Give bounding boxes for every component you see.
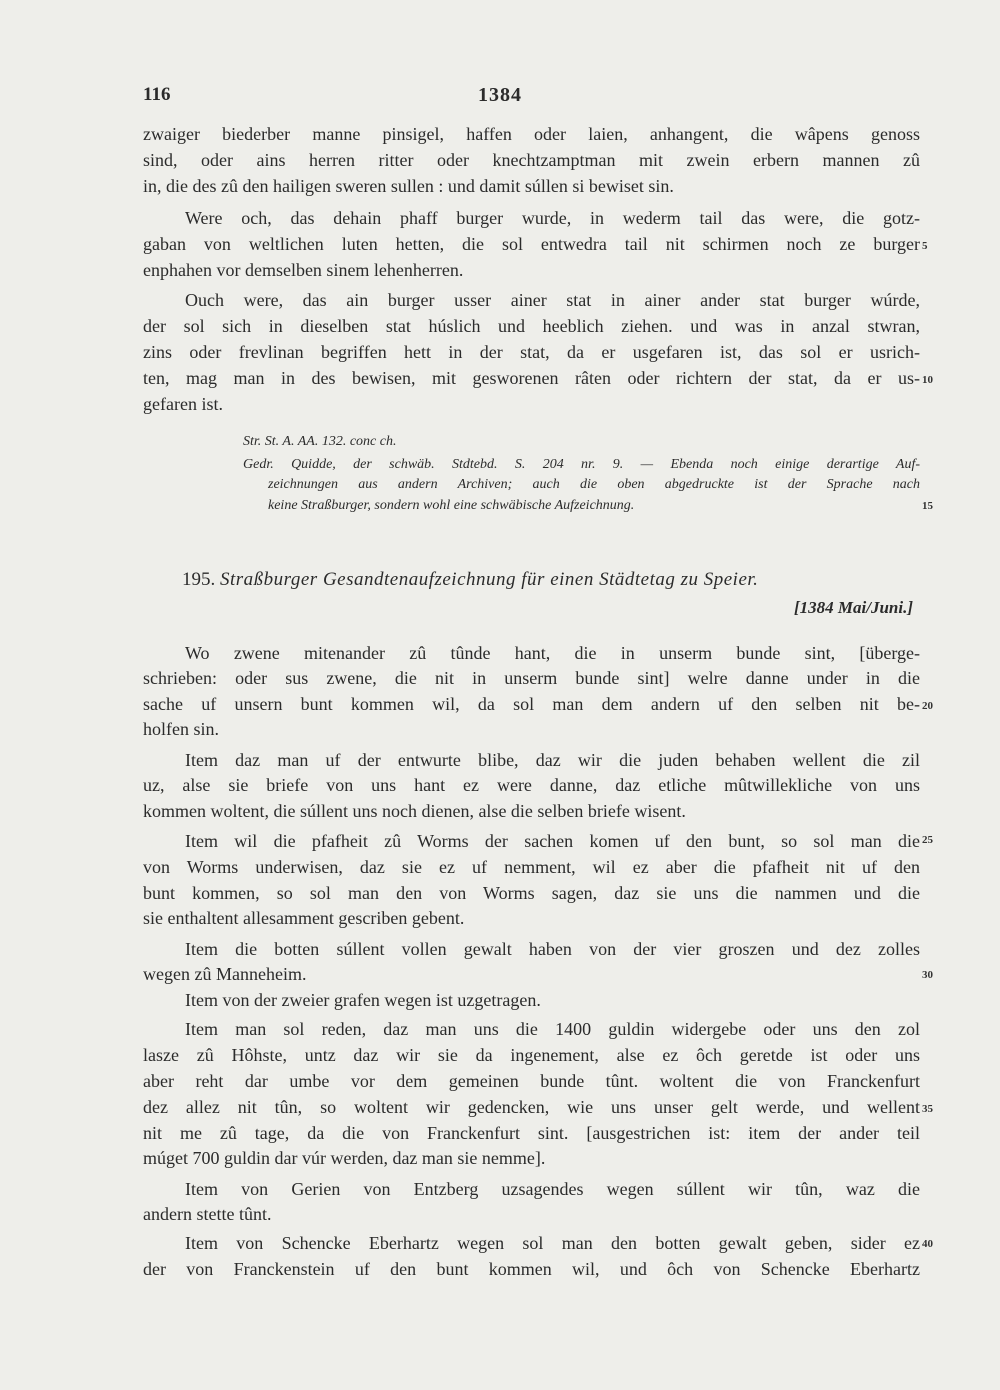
text-line: uz, alse sie briefe von uns hant ez were danne, daz etliche mûtwillekliche von uns	[143, 775, 920, 795]
text-line: wegen zû Manneheim.	[143, 964, 307, 984]
text-line: Item von Schencke Eberhartz wegen sol man den botten gewalt geben, sider ez	[185, 1233, 920, 1253]
text-line: in, die des zû den hailigen sweren sullen : und damit súllen si bewiset sin.	[143, 176, 674, 196]
source-note: keine Straßburger, sondern wohl eine schwäbische Aufzeichnung.	[268, 498, 635, 513]
text-line: múget 700 guldin dar vúr werden, daz man sie nemme].	[143, 1148, 546, 1168]
margin-line-number: 35	[922, 1103, 933, 1115]
margin-line-number: 40	[922, 1238, 933, 1250]
text-line: andern stette tûnt.	[143, 1204, 272, 1224]
text-line: von Worms underwisen, daz sie ez uf nemment, wil ez aber die pfafheit nit uf den	[143, 857, 920, 877]
text-line: nit me zû tage, da die von Franckenfurt sint. [ausgestrichen ist: item der ander teil	[143, 1123, 920, 1143]
text-line: Item wil die pfafheit zû Worms der sachen komen uf den bunt, so sol man die	[185, 831, 920, 851]
section-number: 195.	[182, 569, 216, 590]
text-line: sind, oder ains herren ritter oder knechtzamptman mit zwein erbern mannen zû	[143, 150, 920, 170]
text-line: gaban von weltlichen luten hetten, die sol entwedra tail nit schirmen noch ze burger	[143, 234, 920, 254]
page-number: 116	[143, 84, 171, 105]
text-line: sache uf unsern bunt kommen wil, da sol man dem andern uf den selben nit be-	[143, 694, 920, 714]
text-line: gefaren ist.	[143, 394, 223, 414]
text-line: bunt kommen, so sol man den von Worms sagen, daz sie uns die nammen und die	[143, 883, 920, 903]
text-line: Item die botten súllent vollen gewalt haben von der vier groszen und dez zolles	[185, 939, 920, 959]
text-line: dez allez nit tûn, so woltent wir gedencken, wie uns unser gelt werde, und wellent	[143, 1097, 920, 1117]
text-line: Item daz man uf der entwurte blibe, daz wir die juden behaben wellent die zil	[185, 750, 920, 770]
text-line: holfen sin.	[143, 719, 219, 739]
text-line: Item man sol reden, daz man uns die 1400 guldin widergebe oder uns den zol	[185, 1019, 920, 1039]
margin-line-number: 30	[922, 969, 933, 981]
text-line: Ouch were, das ain burger usser ainer stat in ainer ander stat burger wúrde,	[185, 290, 920, 310]
section-heading	[182, 569, 758, 591]
text-line: ten, mag man in des bewisen, mit gesworenen râten oder richtern der stat, da er us-	[143, 368, 920, 388]
margin-line-number: 25	[922, 834, 933, 846]
text-line: zwaiger biederber manne pinsigel, haffen oder laien, anhangent, die wâpens genoss	[143, 124, 920, 144]
text-line: sie enthaltent allesamment gescriben gebent.	[143, 908, 465, 928]
source-note: zeichnungen aus andern Archiven; auch die oben abgedruckte ist der Sprache nach	[268, 477, 920, 492]
source-note: Str. St. A. AA. 132. conc ch.	[243, 434, 397, 449]
margin-line-number: 5	[922, 240, 928, 252]
page-year: 1384	[478, 84, 522, 106]
text-line: der von Franckenstein uf den bunt kommen wil, und ôch von Schencke Eberhartz	[143, 1259, 920, 1279]
text-line: Wo zwene mitenander zû tûnde hant, die in unserm bunde sint, [überge-	[185, 643, 920, 663]
text-line: Item von der zweier grafen wegen ist uzgetragen.	[185, 990, 541, 1010]
section-date: [1384 Mai/Juni.]	[793, 598, 913, 617]
text-line: lasze zû Hôhste, untz daz wir sie da ingenement, alse ez ôch geretde ist oder uns	[143, 1045, 920, 1065]
text-line: schrieben: oder sus zwene, die nit in unserm bunde sint] welre danne under in die	[143, 668, 920, 688]
section-title: Straßburger Gesandtenaufzeichnung für einen Städtetag zu Speier.	[220, 569, 759, 590]
text-line: aber reht dar umbe vor dem gemeinen bunde tûnt. woltent die von Franckenfurt	[143, 1071, 920, 1091]
text-line: zins oder frevlinan begriffen hett in der stat, da er usgefaren ist, das sol er usrich-	[143, 342, 920, 362]
text-line: Were och, das dehain phaff burger wurde, in wederm tail das were, die gotz-	[185, 208, 920, 228]
source-note: Gedr. Quidde, der schwäb. Stdtebd. S. 204 nr. 9. — Ebenda noch einige derartige Auf-	[243, 457, 920, 472]
text-line: der sol sich in dieselben stat húslich und heeblich ziehen. und was in anzal stwran,	[143, 316, 920, 336]
margin-line-number: 10	[922, 374, 933, 386]
margin-line-number: 20	[922, 700, 933, 712]
text-line: enphahen vor demselben sinem lehenherren.	[143, 260, 464, 280]
text-line: Item von Gerien von Entzberg uzsagendes wegen súllent wir tûn, waz die	[185, 1179, 920, 1199]
text-line: kommen woltent, die súllent uns noch dienen, alse die selben briefe wisent.	[143, 801, 686, 821]
margin-line-number: 15	[922, 500, 933, 512]
